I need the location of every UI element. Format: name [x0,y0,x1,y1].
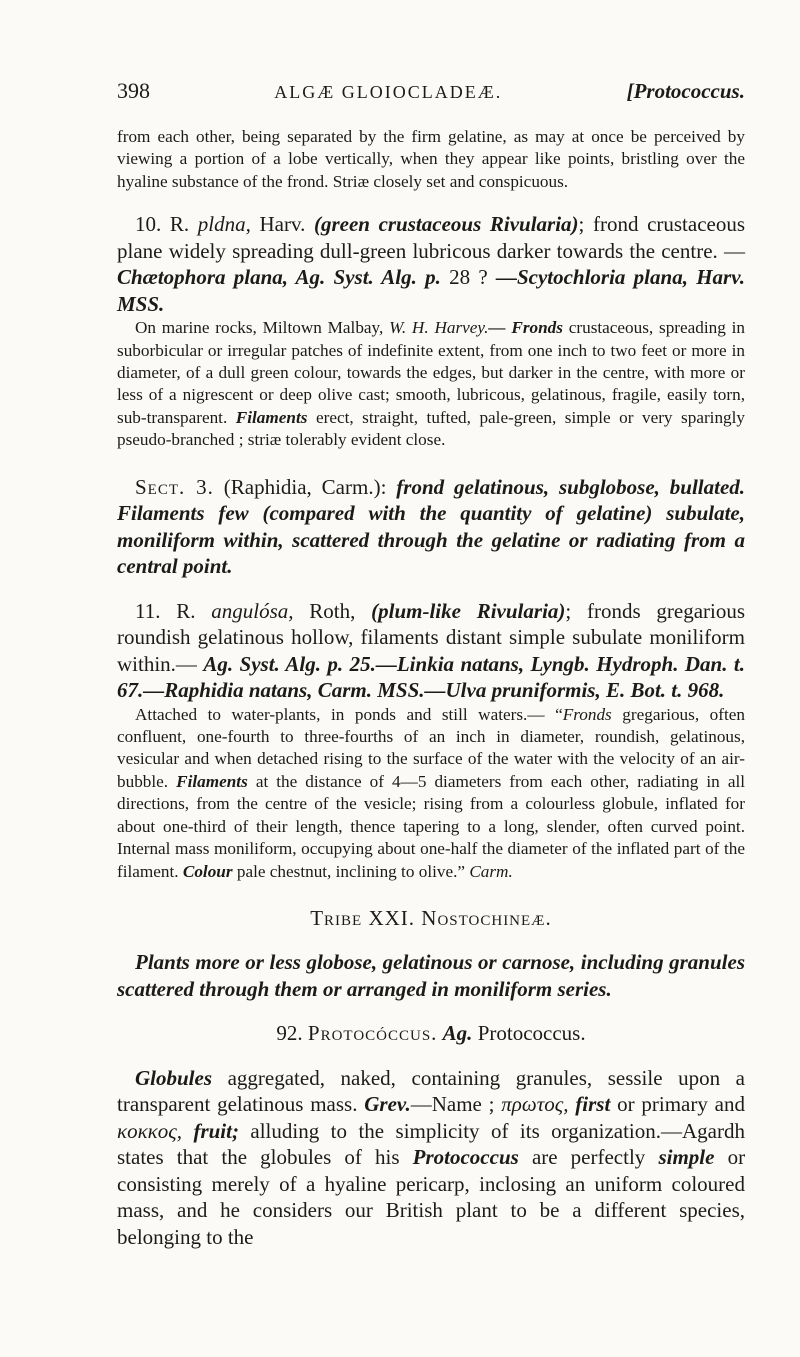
tribe-heading: Tribe XXI. Nostochineæ. [310,905,552,930]
genus-desc-greek-2: κοκκος, [117,1118,183,1143]
genus-desc-text-3: or primary and [617,1092,745,1117]
intro-paragraph: from each other, being separated by the firm gelatine, as may at once be perceived by viewing a portion of a lobe vertically, when they appear like points, bristling over the hyaline substance of the frond. Striæ closely set and conspicuous. [117,127,745,191]
genus-desc-simple: simple [658,1145,715,1170]
species-10-common-name: (green crustaceous Rivularia) [313,212,579,237]
genus-common-name: Protococcus. [477,1021,586,1046]
running-title: ALGÆ GLOIOCLADEÆ. [274,82,503,102]
genus-description [117,1065,745,1251]
genus-desc-text-4: alluding to the simplicity of its organization.—Agardh states that the globules of his [117,1118,745,1170]
species-10-diagnosis [117,211,745,317]
species-11-fronds-label: Fronds [562,704,612,724]
species-11-author: Roth, [309,598,356,623]
species-10-habitat [117,317,745,451]
species-10-number: 10. R. [135,212,190,237]
species-11-habitat-text-1: gregarious, often confluent, one-fourth to three-fourths of an inch in diameter, roundish, gelatinous, vesicular and when detached rising to the surface of the water with the velocity of an air-bubble. [117,704,746,791]
genus-desc-grev: Grev. [364,1092,411,1117]
species-10-synonym-1-page: 28 ? [449,265,488,290]
species-10-synonym-2: —Scytochloria plana, Harv. MSS. [117,265,745,316]
genus-desc-first: first [575,1092,611,1117]
genus-desc-text-6: or consisting merely of a hyaline pericarp, inclosing an uniform coloured mass, and he considers our British plant to be a different species, belonging to the [117,1145,746,1249]
genus-desc-lead: Globules [135,1065,213,1090]
species-11-diagnosis [117,598,745,704]
species-11-habitat-text-2: at the distance of 4—5 diameters from each other, radiating in all directions, from the centre of the vesicle; rising from a colourless globule, inflated for about one-third of their length, thence tapering to a long, slender, often curved point. Internal mass moniliform, occupying about one-half the diameter of the inflated part of the filament. [117,771,745,881]
species-10-diagnosis-text: ; frond crustaceous plane widely spreading dull-green lubricous darker towards the centre. — [117,212,746,263]
section-3-description: frond gelatinous, subglobose, bullated. Filaments few (compared with the quantity of gelatine) subulate, moniliform within, scattered through the gelatine or radiating from a central point. [117,474,746,579]
species-11-habitat [117,704,745,883]
section-3 [117,474,745,580]
species-10-collector: W. H. Harvey. [389,318,489,338]
species-11-synonyms: Ag. Syst. Alg. p. 25.—Linkia natans, Lyngb. Hydroph. Dan. t. 67.—Raphidia natans, Carm. MSS.—Ulva pruniformis, E. Bot. t. 968. [117,651,745,703]
species-11-citation: Carm. [469,861,513,881]
genus-desc-text-2: —Name ; [410,1092,495,1117]
species-11-habitat-intro: Attached to water-plants, in ponds and still waters.— “ [135,704,563,724]
species-10-habitat-text-2: erect, straight, tufted, pale-green, simple or very sparingly pseudo-branched ; striæ tolerably evident close. [117,407,746,450]
species-11-filaments-label: Filaments [176,771,248,791]
page-number: 398 [117,78,150,103]
genus-heading [117,1020,745,1047]
species-11-habitat-text-3: pale chestnut, inclining to olive.” [236,861,466,881]
section-3-label: Sect. 3. [135,474,214,499]
section-3-genus: (Raphidia, Carm.): [223,474,387,499]
species-11-diagnosis-text: ; fronds gregarious roundish gelatinous hollow, filaments distant simple subulate moniliform within.— [117,598,746,676]
species-10-filaments-label: Filaments [235,407,308,427]
species-10-habitat-intro: On marine rocks, Miltown Malbay, [135,318,384,338]
species-11-name: angulósa, [211,598,294,623]
species-11-colour-label: Colour [182,861,233,881]
genus-desc-text-5: are perfectly [531,1145,646,1170]
genus-desc-protococcus: Protococcus [412,1145,519,1170]
species-10-author: Harv. [259,212,306,237]
genus-desc-greek-1: πρωτος, [501,1092,569,1117]
genus-desc-fruit: fruit; [193,1118,239,1143]
species-10-fronds-label: — Fronds [488,318,563,338]
genus-author: Ag. [442,1021,473,1046]
species-10-habitat-text-1: crustaceous, spreading in suborbicular or irregular patches of indefinite extent, from one inch to two feet or more in diameter, of a dull green colour, towards the edges, but darker in the centre, with more or less of a nigrescent or deep olive cast; smooth, lubricous, gelatinous, fragile, easily torn, sub-transparent. [117,318,745,427]
running-header [117,78,745,104]
species-10-synonym-1: Chætophora plana, Ag. Syst. Alg. p. [117,265,441,290]
species-11-number: 11. R. [135,598,196,623]
genus-desc-text-1: aggregated, naked, containing granules, sessile upon a transparent gelatinous mass. [117,1065,745,1117]
genus-name: Protocóccus. [307,1021,438,1046]
genus-number: 92. [276,1021,303,1046]
species-10-name: pldna, [197,212,251,237]
tribe-description: Plants more or less globose, gelatinous or carnose, including granules scattered through them or arranged in moniliform series. [117,950,745,1001]
section-title: [Protococcus. [626,79,745,103]
species-11-common-name: (plum-like Rivularia) [371,598,566,623]
